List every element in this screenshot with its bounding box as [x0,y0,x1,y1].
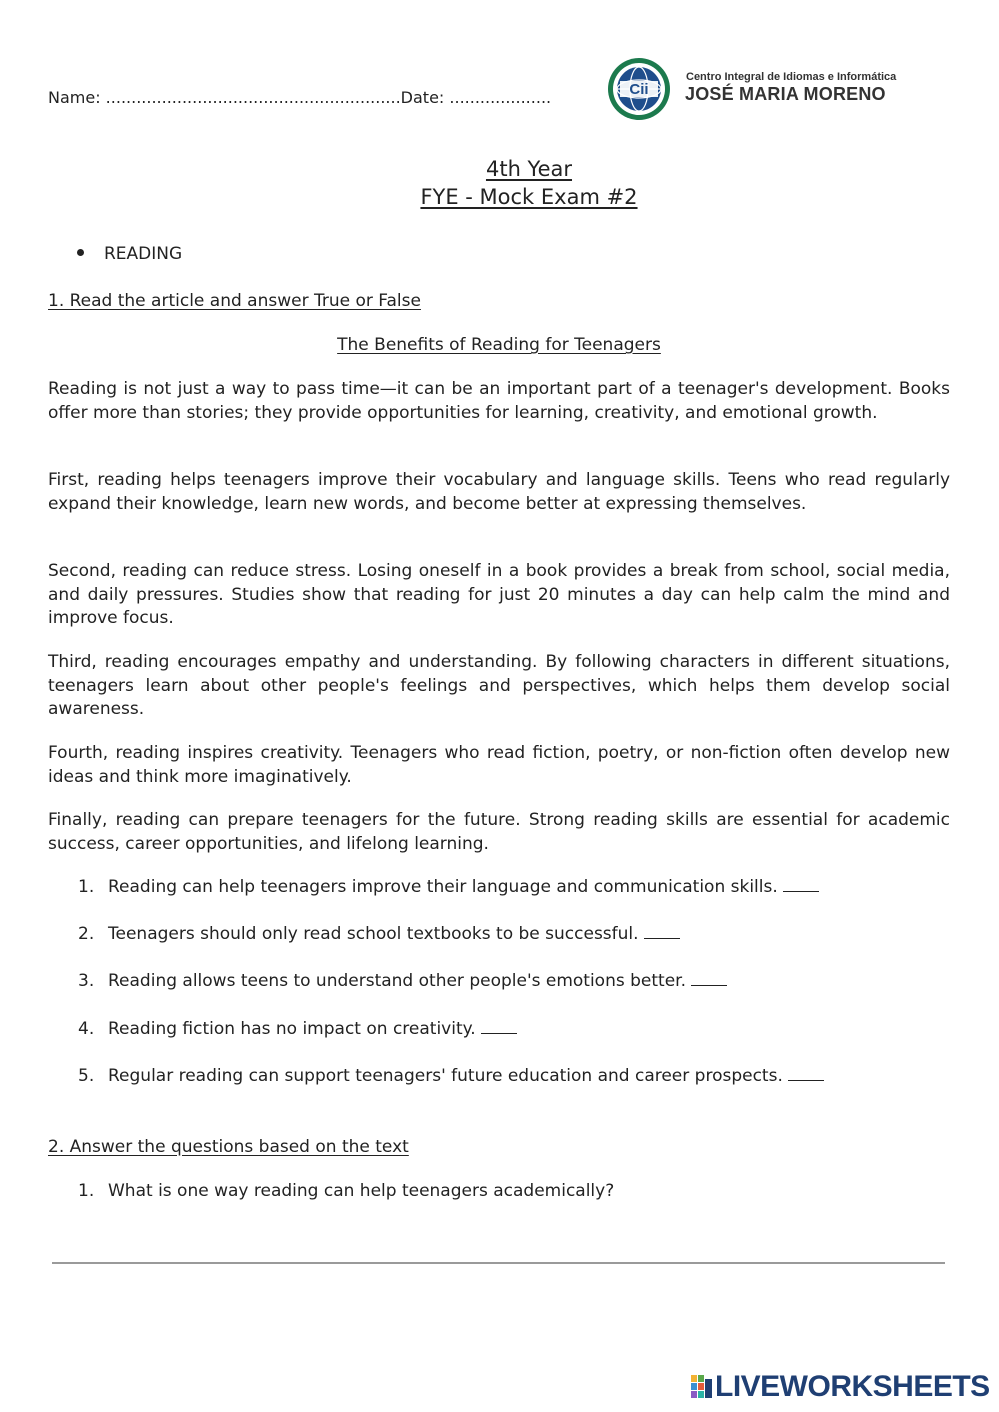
name-field[interactable]: Name: .......................................................... [48,88,401,107]
cii-globe-icon [606,56,672,122]
section2-heading: 2. Answer the questions based on the text [48,1137,409,1157]
exam-year-title: 4th Year [485,157,573,181]
question-text: What is one way reading can help teenagers academically? [108,1181,615,1201]
question-text: Regular reading can support teenagers' future education and career prospects. [108,1066,783,1086]
article-paragraph: Reading is not just a way to pass time—it can be an important part of a teenager's development. Books offer more than stories; they provide opportunities for learning, creativity, and emotional growth. [48,379,950,423]
question-number: 5. [78,1066,95,1086]
article-paragraph: Second, reading can reduce stress. Losing oneself in a book provides a break from school, social media, and daily pressures. Studies show that reading for just 20 minutes a day can help calm the mind and improve focus. [48,561,950,628]
answer-blank[interactable] [481,1019,517,1034]
name-date-row [48,88,551,107]
question-text: Reading fiction has no impact on creativity. [108,1019,476,1039]
open-question [78,1181,614,1201]
answer-blank[interactable] [644,924,680,939]
true-false-question [78,924,680,944]
article-paragraph: Third, reading encourages empathy and understanding. By following characters in different situations, teenagers learn about other people's feelings and perspectives, which helps them develop social awareness. [48,652,950,719]
article-paragraph: First, reading helps teenagers improve their vocabulary and language skills. Teens who read regularly expand their knowledge, learn new words, and become better at expressing themselves. [48,470,950,514]
question-number: 3. [78,971,95,991]
question-number: 1. [78,1181,95,1201]
reading-label: READING [104,244,183,264]
answer-blank[interactable] [788,1066,824,1081]
article-paragraph: Finally, reading can prepare teenagers for the future. Strong reading skills are essential for academic success, career opportunities, and lifelong learning. [48,810,950,854]
question-text: Reading allows teens to understand other people's emotions better. [108,971,686,991]
article-paragraph: Fourth, reading inspires creativity. Teenagers who read fiction, poetry, or non-fiction often develop new ideas and think more imaginatively. [48,743,950,787]
true-false-question [78,1019,517,1039]
date-field[interactable]: Date: .................... [400,88,552,107]
exam-name-title: FYE - Mock Exam #2 [420,185,638,209]
true-false-question [78,1066,824,1086]
answer-input-line[interactable] [52,1262,945,1264]
true-false-question [78,971,727,991]
logo-mark-text: Cii [629,81,649,98]
reading-bullet [77,244,182,264]
question-number: 4. [78,1019,95,1039]
question-text: Teenagers should only read school textbooks to be successful. [108,924,639,944]
article-title: The Benefits of Reading for Teenagers [337,335,661,355]
liveworksheets-icon [691,1375,713,1399]
question-text: Reading can help teenagers improve their language and communication skills. [108,877,778,897]
question-number: 1. [78,877,95,897]
school-logo [606,56,906,122]
answer-blank[interactable] [691,971,727,986]
true-false-question [78,877,819,897]
logo-subtitle: Centro Integral de Idiomas e Informática [686,71,897,83]
section1-heading: 1. Read the article and answer True or False [48,291,421,311]
answer-blank[interactable] [783,877,819,892]
bullet-icon [77,249,84,256]
logo-title: JOSÉ MARIA MORENO [685,84,886,104]
liveworksheets-wordmark: LIVEWORKSHEETS [715,1370,990,1403]
question-number: 2. [78,924,95,944]
